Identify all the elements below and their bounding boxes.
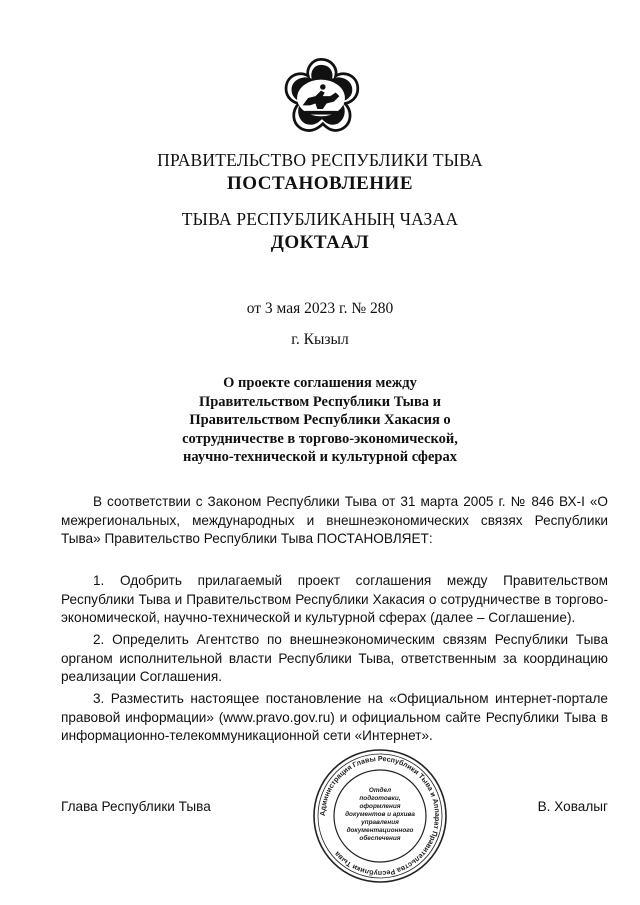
stamp-inner-line: Отдел bbox=[368, 787, 392, 794]
preamble-text: В соответствии с Законом Республики Тыва от 31 марта 2005 г. № 846 ВХ-I «О межрегиональных, международных и внешнеэкономических связях Республики Тыва» Правительство Республики Тыва ПОСТАНОВЛЯЕТ: bbox=[61, 494, 608, 547]
subject-line: сотрудничестве в торгово-экономической, bbox=[182, 430, 458, 447]
coat-of-arms-icon bbox=[275, 52, 367, 144]
subject-line: О проекте соглашения между bbox=[223, 375, 417, 391]
item-1-paragraph bbox=[61, 572, 608, 628]
document-city: г. Кызыл bbox=[291, 331, 349, 348]
document-type-ru: ПОСТАНОВЛЕНИЕ bbox=[226, 173, 414, 194]
document-subject bbox=[0, 374, 640, 467]
government-name-tyv: ТЫВА РЕСПУБЛИКАНЫҢ ЧАЗАА bbox=[181, 209, 459, 229]
subject-line: Правительством Республики Хакасия о bbox=[189, 412, 451, 428]
stamp-inner-line: оформления bbox=[359, 803, 401, 810]
signatory-position: Глава Республики Тыва bbox=[61, 799, 211, 814]
item-2-text: 2. Определить Агентство по внешнеэкономическим связям Республики Тыва органом исполнительной власти Республики Тыва, ответственным за координацию реализации Соглашения. bbox=[61, 632, 608, 685]
document-date-number: от 3 мая 2023 г. № 280 bbox=[246, 300, 394, 317]
signatory-name: В. Ховалыг bbox=[537, 799, 608, 814]
document-type-tyv: ДОКТААЛ bbox=[270, 232, 370, 253]
stamp-inner-line: обеспечения bbox=[359, 835, 401, 842]
official-stamp-icon bbox=[310, 746, 450, 886]
item-1-text: 1. Одобрить прилагаемый проект соглашения между Правительством Республики Тыва и Правительством Республики Хакасия о сотрудничестве в торгово-экономической, научно-технической и культурной сферах (далее – Соглашение). bbox=[61, 573, 608, 626]
subject-line: Правительством Республики Тыва и bbox=[198, 393, 442, 410]
item-3-text: 3. Разместить настоящее постановление на «Официальном интернет-портале правовой информации» (www.pravo.gov.ru) и официальном сайте Республики Тыва в информационно-телекоммуникационной сети «Интернет». bbox=[61, 691, 608, 744]
stamp-outer-text: Администрация Главы Республики Тыва и Аппарат Правительства Республики Тыва bbox=[317, 753, 443, 879]
stamp-inner-line: документов и архива bbox=[345, 811, 415, 818]
government-name-ru: ПРАВИТЕЛЬСТВО РЕСПУБЛИКИ ТЫВА bbox=[157, 150, 483, 170]
subject-line: научно-технической и культурной сферах bbox=[183, 449, 457, 465]
preamble-paragraph bbox=[61, 493, 608, 549]
item-2-paragraph bbox=[61, 631, 608, 687]
stamp-inner-line: управления bbox=[361, 819, 399, 826]
stamp-inner-line: подготовки, bbox=[359, 795, 401, 802]
stamp-inner-line: документационного bbox=[346, 827, 414, 834]
item-3-paragraph bbox=[61, 690, 608, 746]
